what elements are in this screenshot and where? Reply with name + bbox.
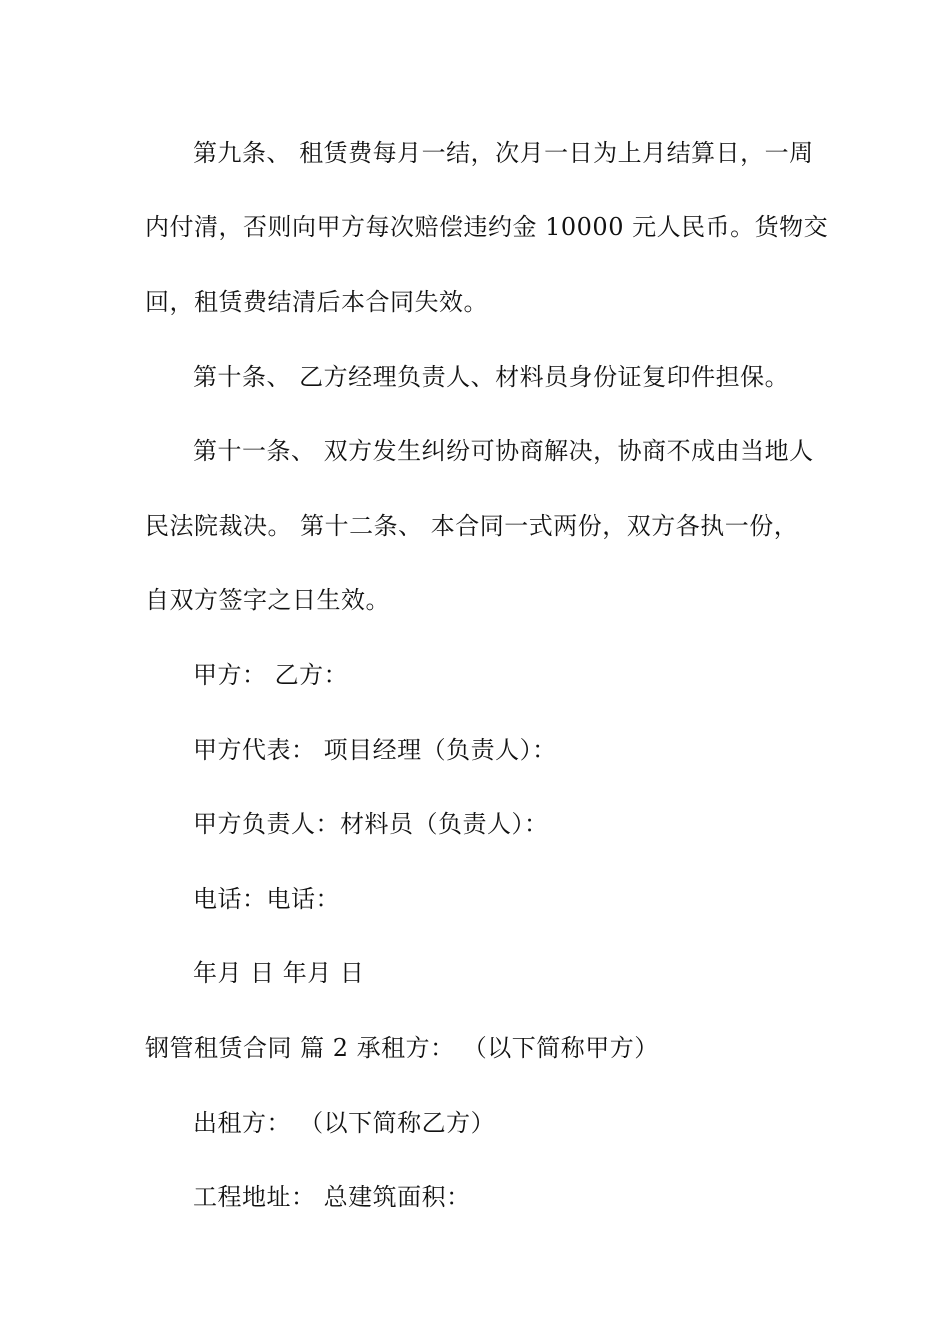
party-responsible-line: 甲方负责人：材料员（负责人）： [193, 810, 549, 838]
date-line: 年月 日 年月 日 [193, 959, 365, 987]
section-2-heading-line: 钢管租赁合同 篇 2 承租方： （以下简称甲方） [145, 1034, 659, 1062]
phone-line: 电话：电话： [193, 885, 340, 913]
article-11-12-line: 民法院裁决。 第十二条、 本合同一式两份，双方各执一份， [145, 512, 799, 540]
project-address-line: 工程地址： 总建筑面积： [193, 1183, 471, 1211]
party-names-line: 甲方： 乙方： [193, 661, 349, 689]
article-10-line: 第十条、 乙方经理负责人、材料员身份证复印件担保。 [193, 363, 790, 391]
article-11-line-1: 第十一条、 双方发生纠纷可协商解决，协商不成由当地人 [193, 437, 814, 465]
article-12-line-2: 自双方签字之日生效。 [145, 586, 390, 614]
article-9-line-1: 第九条、 租赁费每月一结，次月一日为上月结算日，一周 [193, 139, 814, 167]
article-9-line-2: 内付清，否则向甲方每次赔偿违约金 10000 元人民币。货物交 [145, 213, 829, 241]
party-representatives-line: 甲方代表： 项目经理（负责人）： [193, 736, 557, 764]
article-9-line-3: 回，租赁费结清后本合同失效。 [145, 288, 488, 316]
lessor-line: 出租方： （以下简称乙方） [193, 1109, 496, 1137]
